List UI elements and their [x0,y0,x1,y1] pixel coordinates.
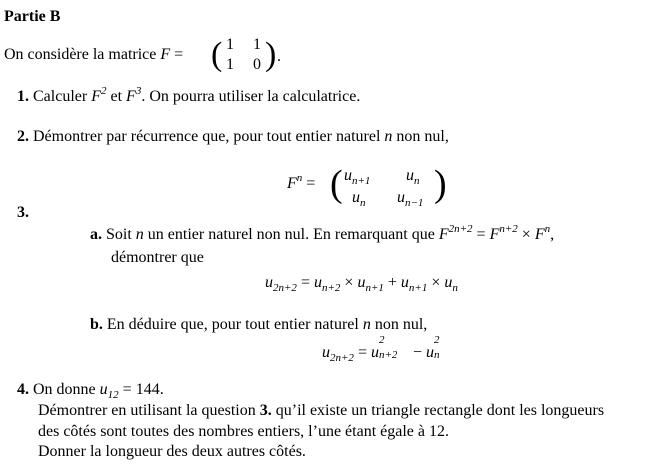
fn-eq: = [306,175,316,192]
q4-line1 [17,381,164,401]
q3-number: 3. [17,204,29,221]
intro-var: F [160,46,171,63]
q4-line2: Démontrer en utilisant la question 3. qu’il existe un triangle rectangle dont les longueurs [38,402,605,419]
q4-sub: 12 [107,389,119,401]
matrix-cell: 1 [226,36,234,53]
q2-text: Démontrer par récurrence que, pour tout entier naturel [33,128,381,145]
q3a-label: a. [90,226,102,243]
matrix-cell: $u_n$ [406,167,420,187]
q3b-var: n [362,316,371,333]
q4-text: On donne [33,381,96,398]
q1-exp: 3 [135,85,142,97]
q3b-line1 [90,317,427,333]
left-paren: ( [330,163,343,205]
q4-line3: des côtés sont toutes des nombres entiers, l’une étant égale à 12. [38,423,449,440]
q2-number: 2. [17,128,29,145]
question-1 [17,85,361,105]
q3a-text: un entier naturel non nul. En remarquant que [147,226,435,243]
part-title: Partie B [4,8,61,25]
q3a-var: F [534,226,545,243]
fn-exp: n [296,172,303,184]
q3a-eq: = [476,226,486,243]
q3a-var: F [489,226,500,243]
q1-text: Calculer [33,88,88,105]
q1-text: et [110,88,123,105]
intro-eq: = [174,46,184,63]
q3b-text: non nul, [374,316,428,333]
matrix-cell: $u_n$ [352,189,366,209]
q3a-formula: $u_{2n+2} = u_{n+2} \times u_{n+1} + u_{n+1} \times u_n$ [265,274,458,294]
matrix-cell: $u_{n+1}$ [344,167,371,187]
q4-eq: = [122,381,132,398]
matrix-cell: 1 [253,36,261,53]
q3b-formula: $u_{2n+2} = u$ 2 n+2 − u 2 n [322,334,440,364]
q4-var: u [99,381,108,398]
intro-text: On considère la matrice [4,46,157,63]
q4-line4: Donner la longueur des deux autres côtés. [38,443,306,460]
q3a-line2: démontrer que [111,249,204,266]
q3a-exp: 2n+2 [448,223,473,235]
matrix-cell: $u_{n-1}$ [397,189,424,209]
q2-text: non nul, [396,128,449,145]
matrix-cell: 1 [226,56,234,73]
q1-number: 1. [17,88,29,105]
fn-lhs [287,172,316,192]
q1-var: F [91,88,101,105]
q2-var: n [384,128,393,145]
q3a-line1 [90,223,555,243]
right-paren: ) [434,163,447,205]
q3a-times: × [521,226,531,243]
intro-matrix [211,34,281,78]
q3a-comma: , [550,226,555,243]
intro-line [4,47,183,63]
q4-val: 144. [135,381,164,398]
right-paren: ) [265,36,277,73]
intro-end: . [277,48,281,65]
fn-matrix [330,160,450,208]
q1-exp: 2 [100,85,107,97]
q3a-var: n [135,226,144,243]
q4-number: 4. [17,381,29,398]
matrix-cell: 0 [253,56,261,73]
q3a-exp: n+2 [499,223,518,235]
q3b-label: b. [90,316,103,333]
q1-text: . On pourra utiliser la calculatrice. [141,88,361,105]
q3a-var: F [438,226,449,243]
fn-var: F [287,175,297,192]
q3a-exp: n [544,223,551,235]
q1-var: F [126,88,136,105]
question-2 [17,129,449,145]
q3b-text: En déduire que, pour tout entier naturel [106,316,359,333]
left-paren: ( [211,36,223,73]
q3a-text: Soit [106,226,132,243]
